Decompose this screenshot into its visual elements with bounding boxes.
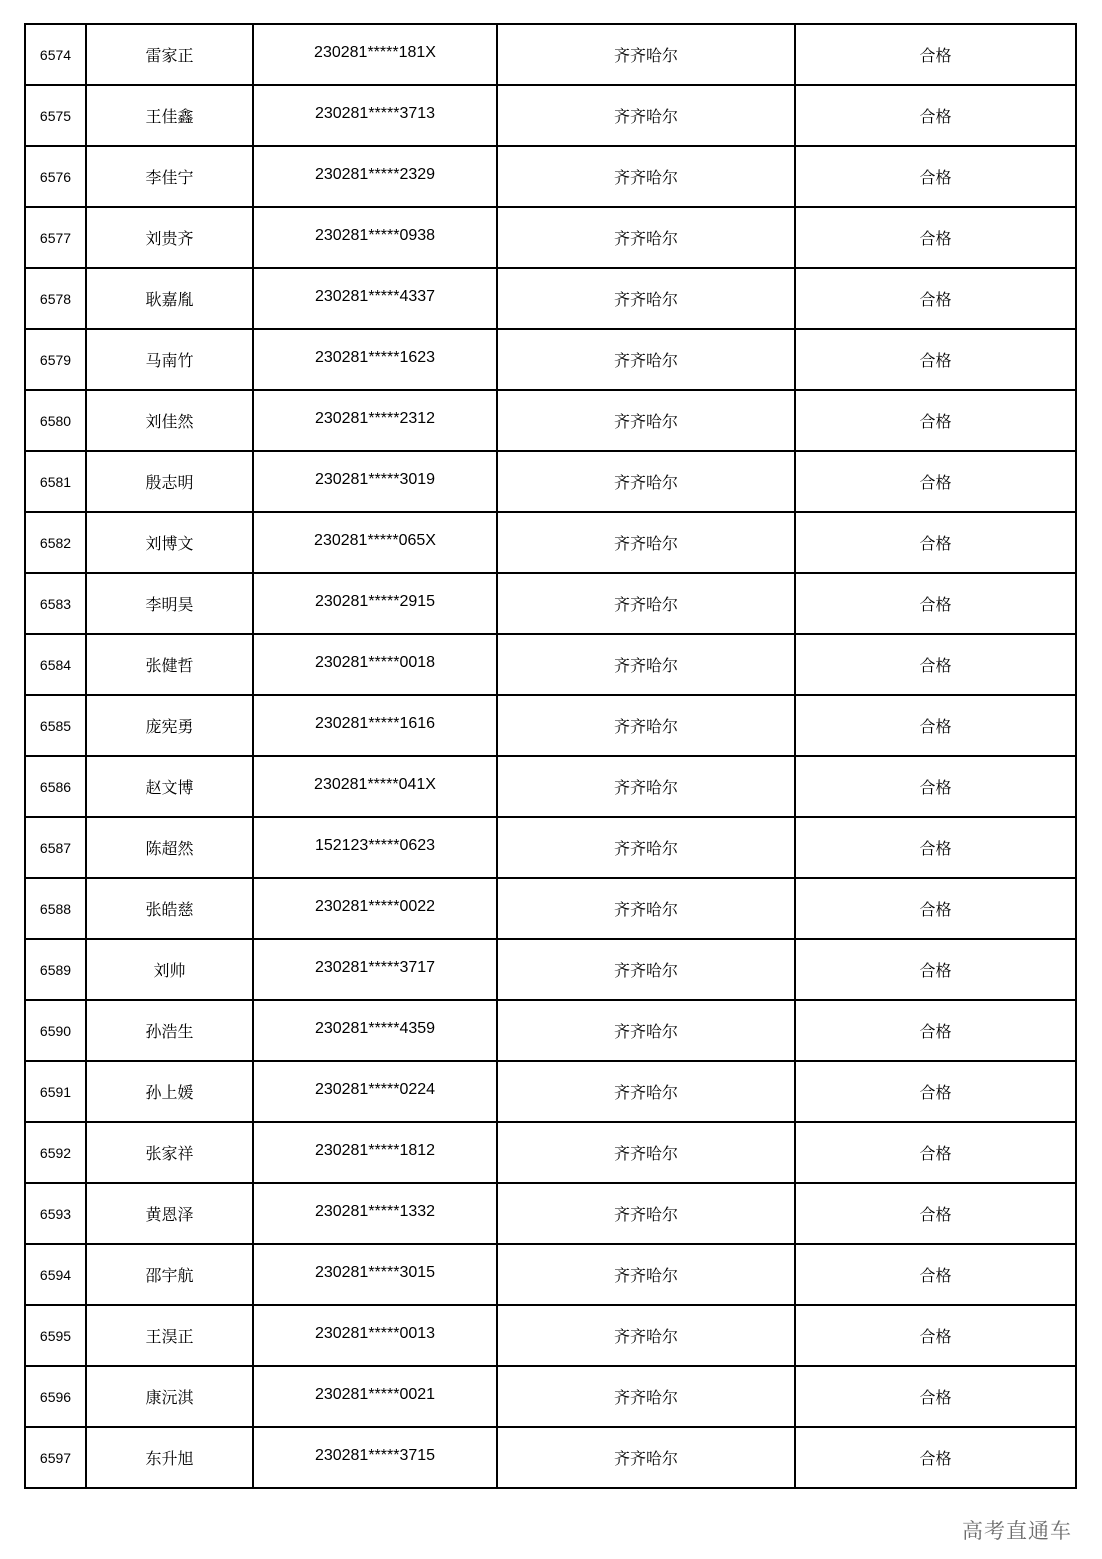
table-row: [25, 85, 1076, 146]
table-row: [25, 146, 1076, 207]
city-cell: 齐齐哈尔: [497, 24, 795, 85]
table-row: [25, 1427, 1076, 1488]
id-number-cell: [253, 1366, 497, 1427]
result-cell: 合格: [795, 878, 1076, 939]
id-number-cell: [253, 939, 497, 1000]
name-cell: 孙浩生: [86, 1000, 253, 1061]
city-cell: 齐齐哈尔: [497, 756, 795, 817]
city-cell: 齐齐哈尔: [497, 878, 795, 939]
id-number-cell: [253, 817, 497, 878]
table-row: [25, 24, 1076, 85]
row-number-cell: 6581: [25, 451, 86, 512]
result-cell: 合格: [795, 512, 1076, 573]
result-cell: 合格: [795, 1305, 1076, 1366]
id-number-cell: [253, 85, 497, 146]
id-number-text: 230281*****4337: [314, 287, 436, 305]
table-row: [25, 634, 1076, 695]
id-number-text: 230281*****3717: [314, 958, 436, 976]
results-table: [24, 23, 1077, 1489]
result-cell: 合格: [795, 939, 1076, 1000]
table-row: [25, 939, 1076, 1000]
row-number-cell: 6586: [25, 756, 86, 817]
id-number-text: 230281*****041X: [314, 775, 436, 793]
city-cell: 齐齐哈尔: [497, 939, 795, 1000]
row-number-cell: 6583: [25, 573, 86, 634]
id-number-cell: [253, 1061, 497, 1122]
city-cell: 齐齐哈尔: [497, 390, 795, 451]
id-number-cell: [253, 390, 497, 451]
city-cell: 齐齐哈尔: [497, 329, 795, 390]
id-number-text: 230281*****1623: [314, 348, 436, 366]
row-number-cell: 6582: [25, 512, 86, 573]
name-cell: 陈超然: [86, 817, 253, 878]
city-cell: 齐齐哈尔: [497, 1366, 795, 1427]
id-number-text: 230281*****0018: [314, 653, 436, 671]
id-number-text: 230281*****0022: [314, 897, 436, 915]
result-cell: 合格: [795, 817, 1076, 878]
id-number-cell: [253, 207, 497, 268]
table-row: [25, 695, 1076, 756]
row-number-cell: 6578: [25, 268, 86, 329]
row-number-cell: 6577: [25, 207, 86, 268]
name-cell: 李佳宁: [86, 146, 253, 207]
id-number-text: 230281*****3715: [314, 1446, 436, 1464]
id-number-text: 230281*****3015: [314, 1263, 436, 1281]
row-number-cell: 6596: [25, 1366, 86, 1427]
city-cell: 齐齐哈尔: [497, 1244, 795, 1305]
city-cell: 齐齐哈尔: [497, 573, 795, 634]
row-number-cell: 6576: [25, 146, 86, 207]
id-number-cell: [253, 1305, 497, 1366]
id-number-text: 230281*****2312: [314, 409, 436, 427]
table-row: [25, 1061, 1076, 1122]
city-cell: 齐齐哈尔: [497, 1427, 795, 1488]
id-number-text: 230281*****0013: [314, 1324, 436, 1342]
city-cell: 齐齐哈尔: [497, 1000, 795, 1061]
city-cell: 齐齐哈尔: [497, 146, 795, 207]
table-row: [25, 1366, 1076, 1427]
city-cell: 齐齐哈尔: [497, 817, 795, 878]
city-cell: 齐齐哈尔: [497, 85, 795, 146]
result-cell: 合格: [795, 756, 1076, 817]
result-cell: 合格: [795, 1183, 1076, 1244]
id-number-text: 230281*****065X: [314, 531, 436, 549]
city-cell: 齐齐哈尔: [497, 1305, 795, 1366]
id-number-cell: [253, 1427, 497, 1488]
name-cell: 东升旭: [86, 1427, 253, 1488]
name-cell: 耿嘉胤: [86, 268, 253, 329]
name-cell: 邵宇航: [86, 1244, 253, 1305]
id-number-cell: [253, 1122, 497, 1183]
id-number-cell: [253, 512, 497, 573]
table-row: [25, 390, 1076, 451]
name-cell: 黄恩泽: [86, 1183, 253, 1244]
table-row: [25, 207, 1076, 268]
city-cell: 齐齐哈尔: [497, 634, 795, 695]
name-cell: 李明昊: [86, 573, 253, 634]
id-number-text: 230281*****2915: [314, 592, 436, 610]
result-cell: 合格: [795, 329, 1076, 390]
city-cell: 齐齐哈尔: [497, 268, 795, 329]
row-number-cell: 6584: [25, 634, 86, 695]
results-table-body: [25, 24, 1076, 1488]
id-number-cell: [253, 1244, 497, 1305]
row-number-cell: 6579: [25, 329, 86, 390]
city-cell: 齐齐哈尔: [497, 451, 795, 512]
table-row: [25, 512, 1076, 573]
id-number-text: 230281*****0021: [314, 1385, 436, 1403]
table-row: [25, 1122, 1076, 1183]
result-cell: 合格: [795, 634, 1076, 695]
city-cell: 齐齐哈尔: [497, 1183, 795, 1244]
id-number-cell: [253, 1183, 497, 1244]
table-row: [25, 1244, 1076, 1305]
city-cell: 齐齐哈尔: [497, 1061, 795, 1122]
name-cell: 张家祥: [86, 1122, 253, 1183]
result-cell: 合格: [795, 207, 1076, 268]
row-number-cell: 6588: [25, 878, 86, 939]
table-row: [25, 1305, 1076, 1366]
table-row: [25, 268, 1076, 329]
row-number-cell: 6593: [25, 1183, 86, 1244]
name-cell: 马南竹: [86, 329, 253, 390]
id-number-cell: [253, 634, 497, 695]
id-number-text: 230281*****1332: [314, 1202, 436, 1220]
result-cell: 合格: [795, 573, 1076, 634]
id-number-text: 152123*****0623: [314, 836, 436, 854]
result-cell: 合格: [795, 390, 1076, 451]
row-number-cell: 6587: [25, 817, 86, 878]
name-cell: 王佳鑫: [86, 85, 253, 146]
result-cell: 合格: [795, 85, 1076, 146]
name-cell: 刘贵齐: [86, 207, 253, 268]
row-number-cell: 6597: [25, 1427, 86, 1488]
id-number-text: 230281*****4359: [314, 1019, 436, 1037]
row-number-cell: 6594: [25, 1244, 86, 1305]
city-cell: 齐齐哈尔: [497, 207, 795, 268]
id-number-cell: [253, 329, 497, 390]
result-cell: 合格: [795, 695, 1076, 756]
table-row: [25, 817, 1076, 878]
watermark-text: 高考直通车: [960, 1515, 1074, 1545]
row-number-cell: 6580: [25, 390, 86, 451]
id-number-text: 230281*****1616: [314, 714, 436, 732]
name-cell: 刘佳然: [86, 390, 253, 451]
name-cell: 庞宪勇: [86, 695, 253, 756]
city-cell: 齐齐哈尔: [497, 695, 795, 756]
name-cell: 张皓慈: [86, 878, 253, 939]
id-number-cell: [253, 451, 497, 512]
id-number-text: 230281*****1812: [314, 1141, 436, 1159]
id-number-text: 230281*****3713: [314, 104, 436, 122]
result-cell: 合格: [795, 1122, 1076, 1183]
row-number-cell: 6592: [25, 1122, 86, 1183]
row-number-cell: 6590: [25, 1000, 86, 1061]
city-cell: 齐齐哈尔: [497, 512, 795, 573]
id-number-cell: [253, 695, 497, 756]
row-number-cell: 6575: [25, 85, 86, 146]
name-cell: 赵文博: [86, 756, 253, 817]
result-cell: 合格: [795, 1427, 1076, 1488]
id-number-cell: [253, 24, 497, 85]
table-row: [25, 1183, 1076, 1244]
name-cell: 刘博文: [86, 512, 253, 573]
name-cell: 康沅淇: [86, 1366, 253, 1427]
table-row: [25, 329, 1076, 390]
name-cell: 雷家正: [86, 24, 253, 85]
id-number-cell: [253, 573, 497, 634]
result-cell: 合格: [795, 1366, 1076, 1427]
city-cell: 齐齐哈尔: [497, 1122, 795, 1183]
result-cell: 合格: [795, 451, 1076, 512]
id-number-cell: [253, 146, 497, 207]
table-row: [25, 451, 1076, 512]
result-cell: 合格: [795, 1061, 1076, 1122]
name-cell: 孙上媛: [86, 1061, 253, 1122]
table-row: [25, 756, 1076, 817]
result-cell: 合格: [795, 1244, 1076, 1305]
id-number-cell: [253, 756, 497, 817]
id-number-cell: [253, 878, 497, 939]
table-row: [25, 878, 1076, 939]
result-cell: 合格: [795, 146, 1076, 207]
row-number-cell: 6585: [25, 695, 86, 756]
name-cell: 张健哲: [86, 634, 253, 695]
result-cell: 合格: [795, 268, 1076, 329]
name-cell: 殷志明: [86, 451, 253, 512]
id-number-text: 230281*****0938: [314, 226, 436, 244]
row-number-cell: 6574: [25, 24, 86, 85]
id-number-cell: [253, 1000, 497, 1061]
id-number-cell: [253, 268, 497, 329]
table-row: [25, 1000, 1076, 1061]
result-cell: 合格: [795, 24, 1076, 85]
id-number-text: 230281*****181X: [314, 43, 436, 61]
name-cell: 王淏正: [86, 1305, 253, 1366]
row-number-cell: 6591: [25, 1061, 86, 1122]
id-number-text: 230281*****3019: [314, 470, 436, 488]
table-row: [25, 573, 1076, 634]
row-number-cell: 6589: [25, 939, 86, 1000]
id-number-text: 230281*****0224: [314, 1080, 436, 1098]
id-number-text: 230281*****2329: [314, 165, 436, 183]
name-cell: 刘帅: [86, 939, 253, 1000]
row-number-cell: 6595: [25, 1305, 86, 1366]
result-cell: 合格: [795, 1000, 1076, 1061]
